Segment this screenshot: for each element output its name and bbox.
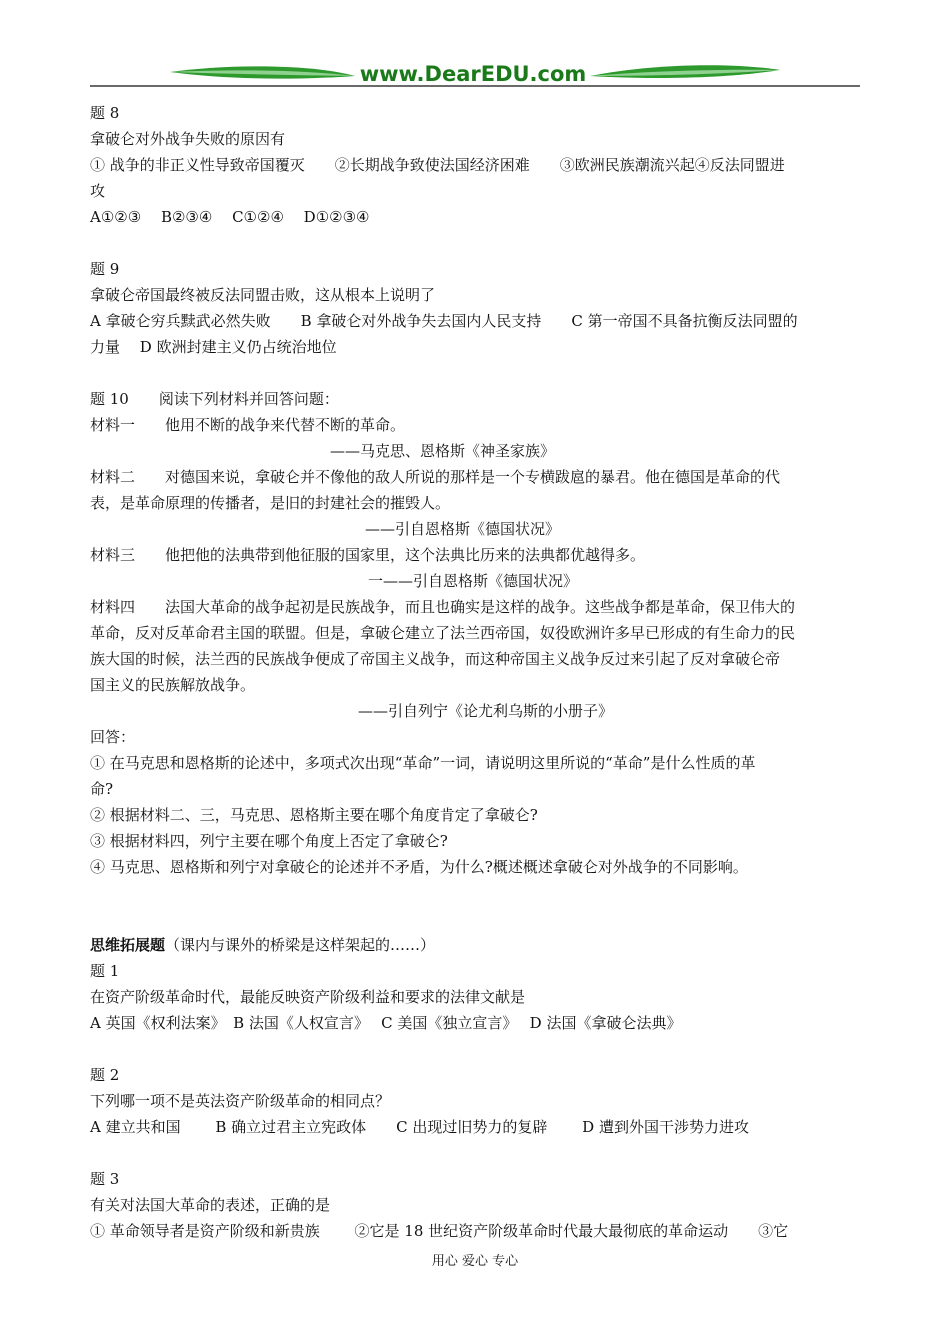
material-4-source: ——引自列宁《论尤利乌斯的小册子》 (358, 702, 614, 720)
material-4-line1: 材料四 法国大革命的战争起初是民族战争，而且也确实是这样的战争。这些战争都是革命，保卫伟大的 (90, 598, 796, 616)
question-stem: 下列哪一项不是英法资产阶级革命的相同点？ (90, 1092, 391, 1110)
section-heading-rest: （课内与课外的桥梁是这样架起的……） (165, 936, 436, 954)
question-9 (90, 256, 862, 360)
page-header (90, 56, 860, 90)
question-choices: A 英国《权利法案》 B 法国《人权宣言》 C 美国《独立宣言》 D 法国《拿破仑法典》 (90, 1014, 682, 1032)
answer-1-line2: 命? (90, 780, 114, 798)
extension-question-3 (90, 1166, 862, 1244)
question-title: 题 10 阅读下列材料并回答问题： (90, 390, 339, 408)
question-options-cont: 攻 (90, 182, 106, 200)
material-1-source: ——马克思、恩格斯《神圣家族》 (330, 442, 556, 460)
document-body (90, 100, 862, 1244)
material-4-line4: 国主义的民族解放战争。 (90, 676, 256, 694)
question-8 (90, 100, 862, 230)
material-4-line3: 族大国的时候，法兰西的民族战争便成了帝国主义战争，而这种帝国主义战争反过来引起了反对拿破仑帝 (90, 650, 781, 668)
question-10 (90, 386, 862, 880)
question-title: 题 8 (90, 104, 120, 122)
answer-label: 回答： (90, 728, 136, 746)
question-options: ① 革命领导者是资产阶级和新贵族 ②它是 18 世纪资产阶级革命时代最大最彻底的革命运动 ③它 (90, 1222, 789, 1240)
material-2-source: ——引自恩格斯《德国状况》 (365, 520, 561, 538)
extension-question-2 (90, 1062, 862, 1140)
question-options: ① 战争的非正义性导致帝国覆灭 ②长期战争致使法国经济困难 ③欧洲民族潮流兴起④反法同盟进 (90, 156, 785, 174)
header-logo-banner (90, 56, 860, 90)
question-title: 题 2 (90, 1066, 120, 1084)
page-footer: 用心 爱心 专心 (431, 1254, 519, 1269)
logo-text: www.DearEDU.com (359, 62, 587, 86)
question-title: 题 3 (90, 1170, 120, 1188)
material-3-source: 一——引自恩格斯《德国状况》 (368, 572, 579, 590)
question-options-cont: 力量 D 欧洲封建主义仍占统治地位 (90, 338, 337, 356)
material-2-line2: 表，是革命原理的传播者，是旧的封建社会的摧毁人。 (90, 494, 451, 512)
answer-2: ② 根据材料二、三，马克思、恩格斯主要在哪个角度肯定了拿破仑? (90, 806, 538, 824)
material-4-line2: 革命，反对反革命君主国的联盟。但是，拿破仑建立了法兰西帝国，奴役欧洲许多早已形成的有生命力的民 (90, 624, 796, 642)
extension-question-1 (90, 958, 862, 1036)
question-choices: A①②③ B②③④ C①②④ D①②③④ (90, 208, 370, 226)
question-title: 题 9 (90, 260, 120, 278)
question-stem: 拿破仑帝国最终被反法同盟击败，这从根本上说明了 (90, 286, 436, 304)
answer-4: ④ 马克思、恩格斯和列宁对拿破仑的论述并不矛盾，为什么?概述概述拿破仑对外战争的不同影响。 (90, 858, 748, 876)
section-heading-bold: 思维拓展题 (90, 936, 166, 954)
answer-1-line1: ① 在马克思和恩格斯的论述中，多项式次出现“革命”一词，请说明这里所说的“革命”是什么性质的革 (90, 754, 756, 772)
question-stem: 在资产阶级革命时代，最能反映资产阶级利益和要求的法律文献是 (90, 988, 526, 1006)
question-choices: A 建立共和国 B 确立过君主立宪政体 C 出现过旧势力的复辟 D 遭到外国干涉势力进攻 (90, 1118, 749, 1136)
question-stem: 有关对法国大革命的表述，正确的是 (90, 1196, 331, 1214)
section-heading (90, 932, 862, 958)
question-stem: 拿破仑对外战争失败的原因有 (90, 130, 286, 148)
answer-3: ③ 根据材料四，列宁主要在哪个角度上否定了拿破仑? (90, 832, 448, 850)
material-2-line1: 材料二 对德国来说，拿破仑并不像他的敌人所说的那样是一个专横跋扈的暴君。他在德国是革命的代 (90, 468, 781, 486)
question-title: 题 1 (90, 962, 120, 980)
material-1: 材料一 他用不断的战争来代替不断的革命。 (90, 416, 406, 434)
material-3: 材料三 他把他的法典带到他征服的国家里，这个法典比历来的法典都优越得多。 (90, 546, 646, 564)
question-options: A 拿破仑穷兵黩武必然失败 B 拿破仑对外战争失去国内人民支持 C 第一帝国不具备抗衡反法同盟的 (90, 312, 798, 330)
